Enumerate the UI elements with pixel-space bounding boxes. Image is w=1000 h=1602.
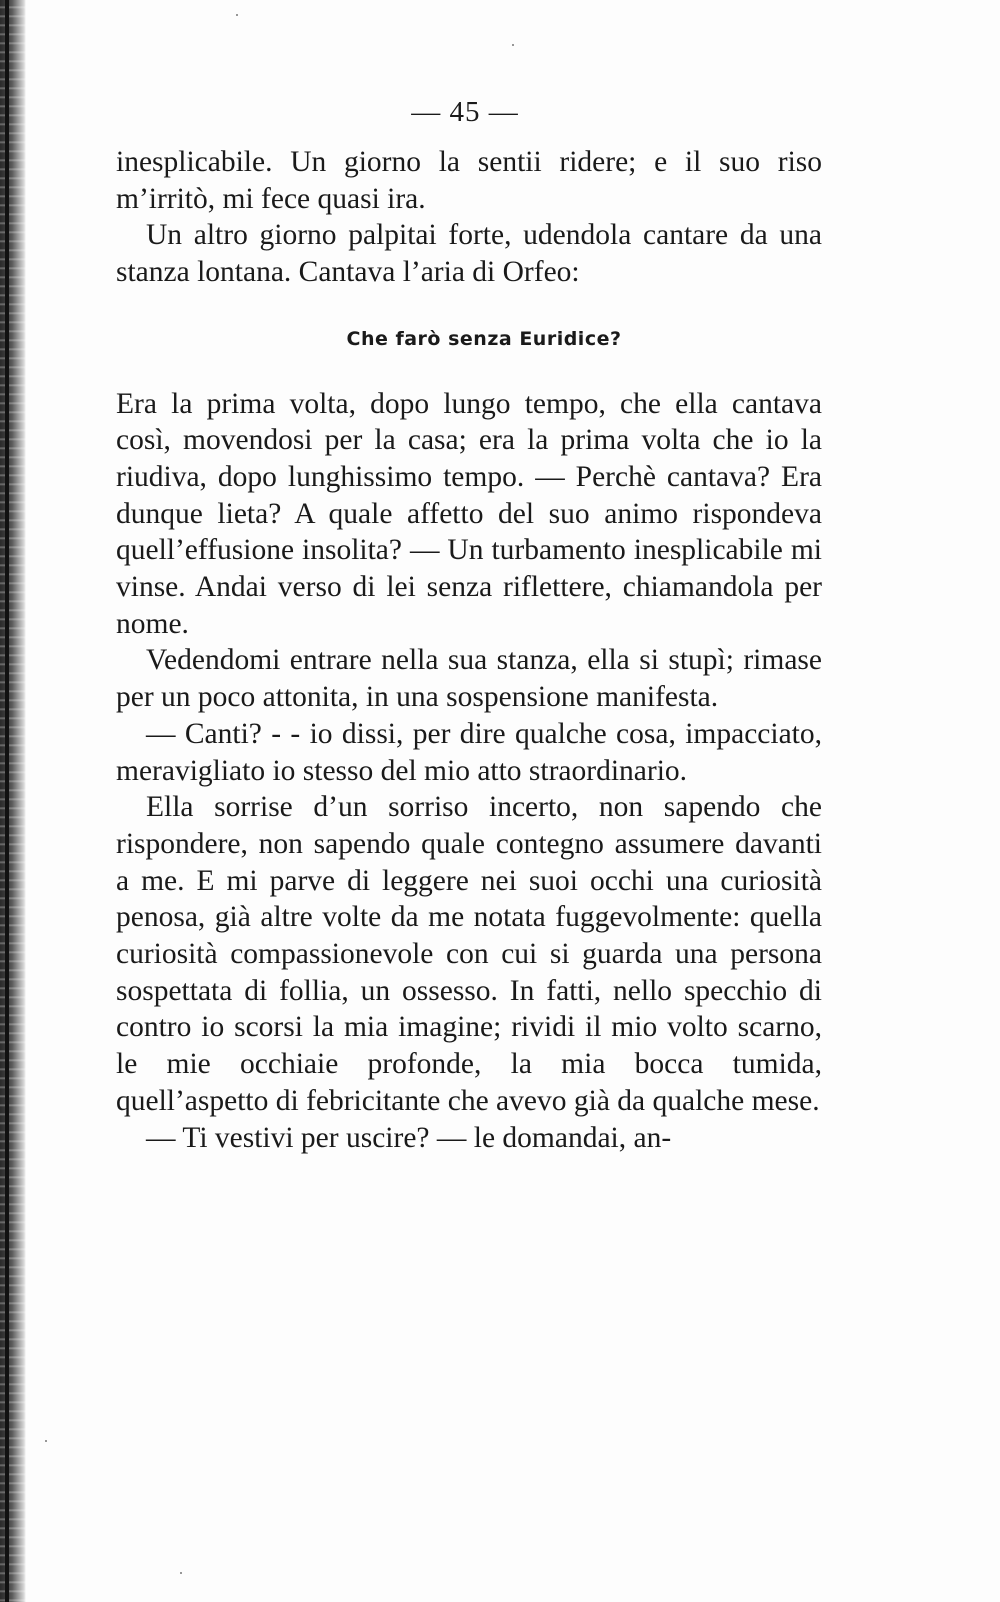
paragraph: Vedendomi entrare nella sua stanza, ella si stupì; rimase per un poco attonita, in una sospensione manifesta. [116, 644, 822, 714]
scan-speck [512, 44, 514, 46]
body-text [116, 144, 822, 1156]
scan-speck [180, 1572, 182, 1574]
paragraph: Era la prima volta, dopo lungo tempo, che ella cantava così, movendosi per la casa; era la prima volta che io la riudiva, dopo lunghissimo tempo. — Perchè cantava? Era dunque lieta? A quale affetto del suo animo rispondeva quell’effusione insolita? — Un turbamento inesplicabile mi vinse. Andai verso di lei senza riflettere, chiamandola per nome. [116, 387, 822, 640]
dialogue-paragraph: — Canti? - - io dissi, per dire qualche cosa, impacciato, meravigliato io stesso del mio atto straordinario. [116, 717, 822, 787]
paragraph: Un altro giorno palpitai forte, udendola cantare da una stanza lontana. Cantava l’aria di Orfeo: [116, 219, 822, 289]
binding-edge [0, 0, 26, 1602]
scan-speck [236, 14, 238, 16]
paragraph: Ella sorrise d’un sorriso incerto, non sapendo che rispondere, non sapendo quale contegno assumere davanti a me. E mi parve di leggere nei suoi occhi una curiosità penosa, già altre volte da me notata fuggevolmente: quella curiosità compassionevole con cui si guarda una persona sospettata di follia, un ossesso. In fatti, nello specchio di contro io scorsi la mia imagine; rividi il mio volto scarno, le mie occhiaie profonde, la mia bocca tumida, quell’aspetto di febricitante che avevo già da qualche mese. [116, 791, 822, 1117]
page-number: — 45 — [411, 96, 519, 128]
paragraph: inesplicabile. Un giorno la sentii ridere; e il suo riso m’irritò, mi fece quasi ira. [116, 146, 822, 215]
dialogue-paragraph: — Ti vestivi per uscire? — le domandai, an- [146, 1121, 672, 1154]
scan-speck [45, 1440, 47, 1442]
binding-shadow-line [5, 0, 9, 1602]
quoted-verse: Che farò senza Euridice? [346, 327, 622, 350]
